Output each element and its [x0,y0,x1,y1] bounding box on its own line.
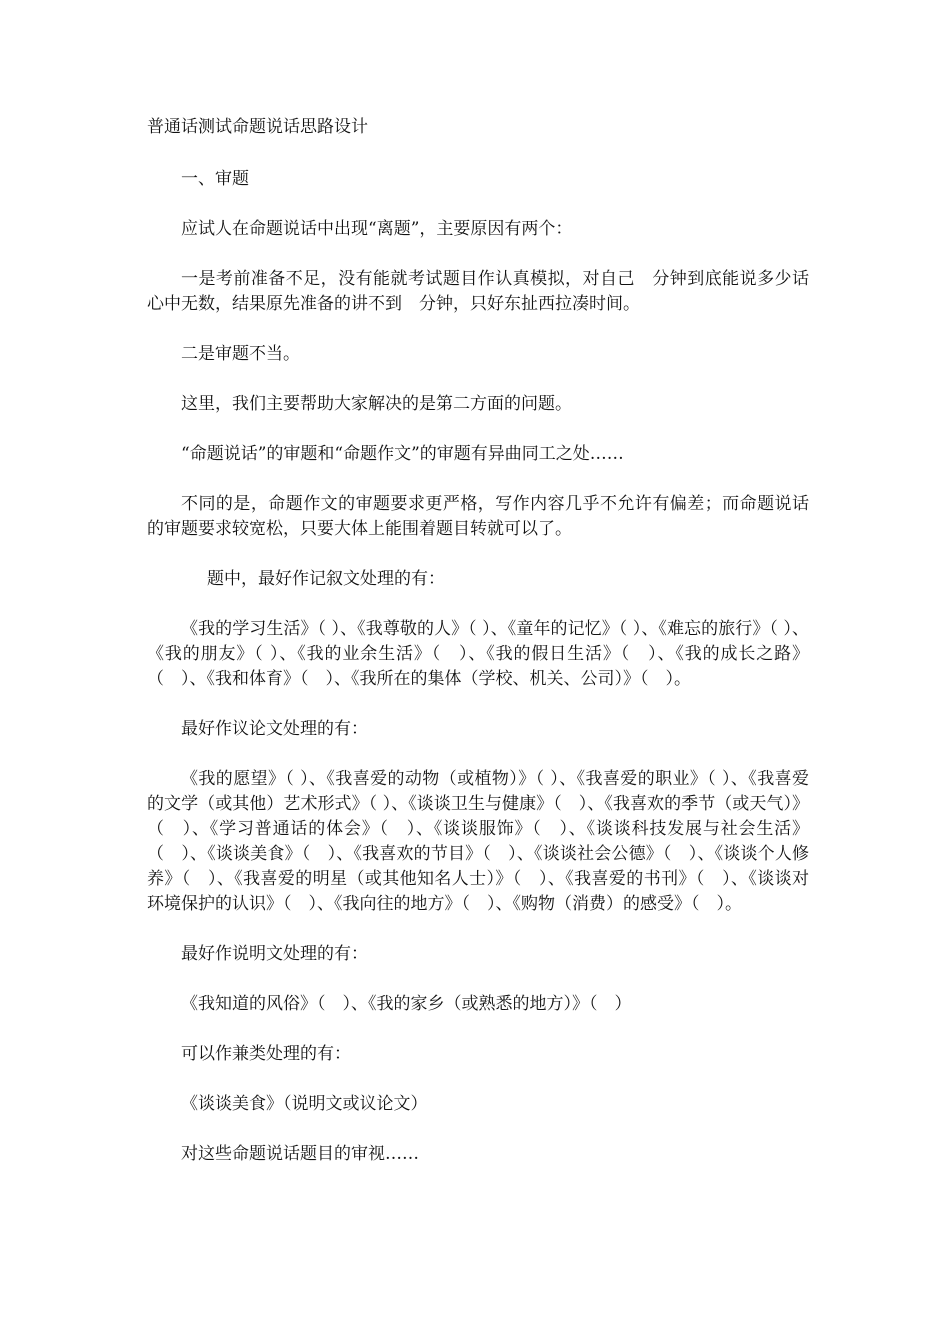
paragraph-review: 对这些命题说话题目的审视…… [181,1144,419,1164]
paragraph-focus: 这里，我们主要帮助大家解决的是第二方面的问题。 [181,394,572,414]
paragraph-argumentative-topics: 《我的愿望》（ ）、《我喜爱的动物（或植物）》（ ）、《我喜爱的职业》（ ）、《我喜爱的文学（或其他）艺术形式》（ ）、《谈谈卫生与健康》（ ）、《我喜欢的季节（或天气）》（ ）、《学习普通话的体会》（ ）、《谈谈服饰》（ ）、《谈谈科技发展与社会生活》（ ）、《谈谈美食》（ ）、《我喜欢的节目》（ ）、《谈谈社会公德》（ ）、《谈谈个人修养》（ ）、《我喜爱的明星（或其他知名人士）》（ ）、《我喜爱的书刊》（ ）、《谈谈对环境保护的认识》（ ）、《我向往的地方》（ ）、《购物（消费）的感受》（ ）。 [147,769,809,914]
paragraph-comparison: “命题说话”的审题和“命题作文”的审题有异曲同工之处…… [181,444,624,464]
paragraph-reason-two: 二是审题不当。 [181,344,300,364]
paragraph-mixed-intro: 可以作兼类处理的有： [181,1044,351,1064]
paragraph-narrative-intro: 题中，最好作记叙文处理的有： [207,569,445,589]
paragraph-argumentative-intro: 最好作议论文处理的有： [181,719,368,739]
section-heading: 一、审题 [181,169,249,189]
paragraph-reason-one: 一是考前准备不足，没有能就考试题目作认真模拟，对自己 分钟到底能说多少话心中无数，结果原先准备的讲不到 分钟，只好东扯西拉凑时间。 [147,269,809,314]
paragraph-difference: 不同的是，命题作文的审题要求更严格，写作内容几乎不允许有偏差；而命题说话的审题要求较宽松，只要大体上能围着题目转就可以了。 [147,494,809,539]
document-body [147,115,809,1192]
paragraph-mixed-topics: 《谈谈美食》（说明文或议论文） [181,1094,428,1114]
document-title: 普通话测试命题说话思路设计 [147,117,368,137]
paragraph-reasons-intro: 应试人在命题说话中出现“离题”，主要原因有两个： [181,219,573,239]
paragraph-narrative-topics: 《我的学习生活》（ ）、《我尊敬的人》（ ）、《童年的记忆》（ ）、《难忘的旅行》（ ）、《我的朋友》（ ）、《我的业余生活》（ ）、《我的假日生活》（ ）、《我的成长之路》（ ）、《我和体育》（ ）、《我所在的集体（学校、机关、公司）》（ ）。 [147,619,809,689]
paragraph-expository-topics: 《我知道的风俗》（ ）、《我的家乡（或熟悉的地方）》（ ） [181,994,632,1014]
paragraph-expository-intro: 最好作说明文处理的有： [181,944,368,964]
